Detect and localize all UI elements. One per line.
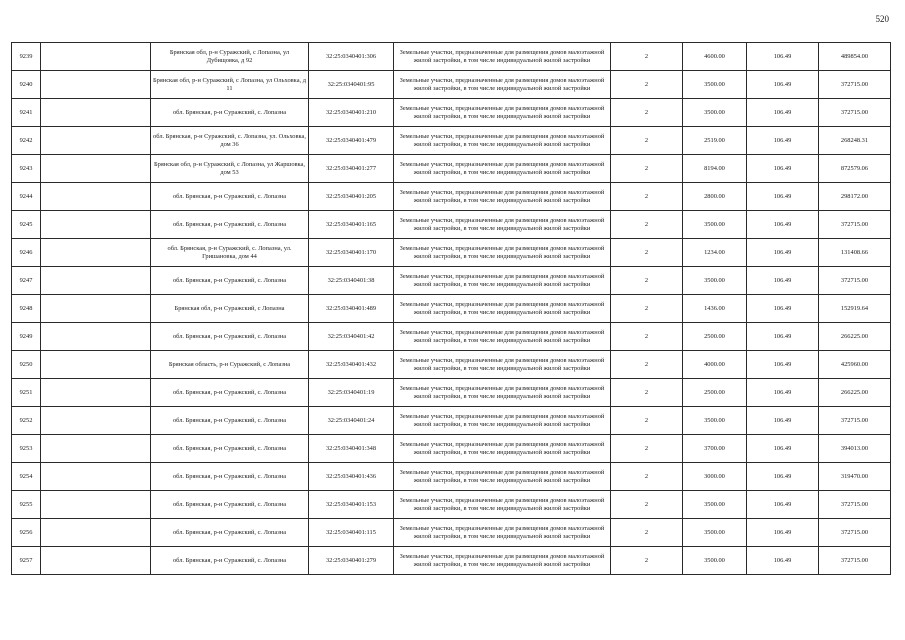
land-use-cell: Земельные участки, предназначенные для размещения домов малоэтажной жилой застройки, в том числе индивидуальной жилой застройки — [394, 519, 611, 547]
spacer-cell — [41, 71, 151, 99]
specific-value-cell: 106.49 — [747, 239, 819, 267]
specific-value-cell: 106.49 — [747, 71, 819, 99]
address-cell: обл. Брянская, р-н Суражский, с. Лопазна — [151, 547, 309, 575]
cadastral-value-cell: 489854.00 — [819, 43, 891, 71]
row-number-cell: 9253 — [12, 435, 41, 463]
spacer-cell — [41, 323, 151, 351]
cadastral-number-cell: 32:25:0340401:165 — [309, 211, 394, 239]
address-cell: обл. Брянская, р-н Суражский, с. Лопазна — [151, 211, 309, 239]
row-number-cell: 9244 — [12, 183, 41, 211]
category-code-cell: 2 — [611, 519, 683, 547]
spacer-cell — [41, 211, 151, 239]
specific-value-cell: 106.49 — [747, 43, 819, 71]
category-code-cell: 2 — [611, 435, 683, 463]
land-use-cell: Земельные участки, предназначенные для размещения домов малоэтажной жилой застройки, в том числе индивидуальной жилой застройки — [394, 127, 611, 155]
row-number-cell: 9239 — [12, 43, 41, 71]
area-cell: 2500.00 — [683, 379, 747, 407]
row-number-cell: 9255 — [12, 491, 41, 519]
address-cell: обл. Брянская, р-н Суражский, с. Лопазна — [151, 491, 309, 519]
specific-value-cell: 106.49 — [747, 547, 819, 575]
cadastral-value-cell: 298172.00 — [819, 183, 891, 211]
cadastral-number-cell: 32:25:0340401:42 — [309, 323, 394, 351]
area-cell: 3000.00 — [683, 463, 747, 491]
cadastral-number-cell: 32:25:0340401:489 — [309, 295, 394, 323]
cadastral-number-cell: 32:25:0340401:153 — [309, 491, 394, 519]
table-row — [12, 239, 891, 267]
spacer-cell — [41, 183, 151, 211]
table-row — [12, 43, 891, 71]
category-code-cell: 2 — [611, 407, 683, 435]
specific-value-cell: 106.49 — [747, 351, 819, 379]
address-cell: обл. Брянская, р-н Суражский, с. Лопазна — [151, 407, 309, 435]
category-code-cell: 2 — [611, 295, 683, 323]
cadastral-value-cell: 872579.06 — [819, 155, 891, 183]
area-cell: 8194.00 — [683, 155, 747, 183]
spacer-cell — [41, 547, 151, 575]
table-row — [12, 295, 891, 323]
category-code-cell: 2 — [611, 239, 683, 267]
cadastral-value-cell: 131408.66 — [819, 239, 891, 267]
specific-value-cell: 106.49 — [747, 267, 819, 295]
specific-value-cell: 106.49 — [747, 379, 819, 407]
row-number-cell: 9250 — [12, 351, 41, 379]
cadastral-value-cell: 268248.31 — [819, 127, 891, 155]
table-row — [12, 183, 891, 211]
table-row — [12, 267, 891, 295]
area-cell: 2519.00 — [683, 127, 747, 155]
address-cell: Брянская обл, р-н Суражский, с Лопазна, ул Дубищовка, д 92 — [151, 43, 309, 71]
land-use-cell: Земельные участки, предназначенные для размещения домов малоэтажной жилой застройки, в том числе индивидуальной жилой застройки — [394, 211, 611, 239]
category-code-cell: 2 — [611, 267, 683, 295]
cadastral-value-cell: 394013.00 — [819, 435, 891, 463]
area-cell: 2500.00 — [683, 323, 747, 351]
cadastral-value-cell: 266225.00 — [819, 323, 891, 351]
area-cell: 4000.00 — [683, 351, 747, 379]
category-code-cell: 2 — [611, 127, 683, 155]
row-number-cell: 9257 — [12, 547, 41, 575]
category-code-cell: 2 — [611, 463, 683, 491]
cadastral-value-cell: 372715.00 — [819, 407, 891, 435]
row-number-cell: 9249 — [12, 323, 41, 351]
cadastral-number-cell: 32:25:0340401:306 — [309, 43, 394, 71]
row-number-cell: 9247 — [12, 267, 41, 295]
category-code-cell: 2 — [611, 99, 683, 127]
address-cell: обл. Брянская, р-н Суражский, с. Лопазна — [151, 379, 309, 407]
address-cell: Брянская обл, р-н Суражский, с Лопазна, ул Жаршовка, дом 53 — [151, 155, 309, 183]
area-cell: 3500.00 — [683, 71, 747, 99]
address-cell: обл. Брянская, р-н Суражский, с. Лопазна — [151, 99, 309, 127]
address-cell: Брянская обл, р-н Суражский, с Лопазна, ул Ольховка, д 11 — [151, 71, 309, 99]
cadastral-number-cell: 32:25:0340401:205 — [309, 183, 394, 211]
table-row — [12, 379, 891, 407]
table-row — [12, 351, 891, 379]
land-use-cell: Земельные участки, предназначенные для размещения домов малоэтажной жилой застройки, в том числе индивидуальной жилой застройки — [394, 295, 611, 323]
spacer-cell — [41, 379, 151, 407]
area-cell: 3500.00 — [683, 407, 747, 435]
category-code-cell: 2 — [611, 379, 683, 407]
category-code-cell: 2 — [611, 211, 683, 239]
category-code-cell: 2 — [611, 491, 683, 519]
address-cell: обл. Брянская, р-н Суражский, с. Лопазна — [151, 519, 309, 547]
spacer-cell — [41, 99, 151, 127]
spacer-cell — [41, 435, 151, 463]
row-number-cell: 9240 — [12, 71, 41, 99]
cadastral-number-cell: 32:25:0340401:19 — [309, 379, 394, 407]
table-row — [12, 155, 891, 183]
spacer-cell — [41, 127, 151, 155]
cadastral-number-cell: 32:25:0340401:479 — [309, 127, 394, 155]
category-code-cell: 2 — [611, 43, 683, 71]
specific-value-cell: 106.49 — [747, 463, 819, 491]
table-row — [12, 211, 891, 239]
table-row — [12, 547, 891, 575]
address-cell: обл. Брянская, р-н Суражский, с. Лопазна — [151, 183, 309, 211]
row-number-cell: 9242 — [12, 127, 41, 155]
table-row — [12, 463, 891, 491]
cadastral-value-cell: 425960.00 — [819, 351, 891, 379]
table-row — [12, 519, 891, 547]
address-cell: обл. Брянская, р-н Суражский, с. Лопазна — [151, 435, 309, 463]
row-number-cell: 9256 — [12, 519, 41, 547]
land-use-cell: Земельные участки, предназначенные для размещения домов малоэтажной жилой застройки, в том числе индивидуальной жилой застройки — [394, 239, 611, 267]
cadastral-value-cell: 319470.00 — [819, 463, 891, 491]
land-use-cell: Земельные участки, предназначенные для размещения домов малоэтажной жилой застройки, в том числе индивидуальной жилой застройки — [394, 99, 611, 127]
land-use-cell: Земельные участки, предназначенные для размещения домов малоэтажной жилой застройки, в том числе индивидуальной жилой застройки — [394, 435, 611, 463]
land-use-cell: Земельные участки, предназначенные для размещения домов малоэтажной жилой застройки, в том числе индивидуальной жилой застройки — [394, 491, 611, 519]
land-registry-table — [11, 42, 891, 575]
area-cell: 1234.00 — [683, 239, 747, 267]
specific-value-cell: 106.49 — [747, 295, 819, 323]
area-cell: 1436.00 — [683, 295, 747, 323]
specific-value-cell: 106.49 — [747, 323, 819, 351]
row-number-cell: 9254 — [12, 463, 41, 491]
cadastral-number-cell: 32:25:0340401:348 — [309, 435, 394, 463]
land-use-cell: Земельные участки, предназначенные для размещения домов малоэтажной жилой застройки, в том числе индивидуальной жилой застройки — [394, 379, 611, 407]
specific-value-cell: 106.49 — [747, 211, 819, 239]
category-code-cell: 2 — [611, 155, 683, 183]
land-use-cell: Земельные участки, предназначенные для размещения домов малоэтажной жилой застройки, в том числе индивидуальной жилой застройки — [394, 407, 611, 435]
row-number-cell: 9248 — [12, 295, 41, 323]
table-row — [12, 407, 891, 435]
cadastral-number-cell: 32:25:0340401:170 — [309, 239, 394, 267]
cadastral-number-cell: 32:25:0340401:279 — [309, 547, 394, 575]
land-use-cell: Земельные участки, предназначенные для размещения домов малоэтажной жилой застройки, в том числе индивидуальной жилой застройки — [394, 323, 611, 351]
table-row — [12, 99, 891, 127]
row-number-cell: 9243 — [12, 155, 41, 183]
cadastral-number-cell: 32:25:0340401:277 — [309, 155, 394, 183]
area-cell: 3500.00 — [683, 99, 747, 127]
table-row — [12, 435, 891, 463]
table-row — [12, 323, 891, 351]
table-body — [12, 43, 891, 575]
cadastral-value-cell: 372715.00 — [819, 211, 891, 239]
cadastral-number-cell: 32:25:0340401:24 — [309, 407, 394, 435]
cadastral-value-cell: 372715.00 — [819, 547, 891, 575]
spacer-cell — [41, 491, 151, 519]
spacer-cell — [41, 155, 151, 183]
specific-value-cell: 106.49 — [747, 127, 819, 155]
specific-value-cell: 106.49 — [747, 435, 819, 463]
row-number-cell: 9245 — [12, 211, 41, 239]
land-use-cell: Земельные участки, предназначенные для размещения домов малоэтажной жилой застройки, в том числе индивидуальной жилой застройки — [394, 547, 611, 575]
table-row — [12, 71, 891, 99]
cadastral-value-cell: 372715.00 — [819, 99, 891, 127]
cadastral-number-cell: 32:25:0340401:95 — [309, 71, 394, 99]
area-cell: 3500.00 — [683, 491, 747, 519]
specific-value-cell: 106.49 — [747, 183, 819, 211]
address-cell: обл. Брянская, р-н Суражский, с. Лопазна — [151, 267, 309, 295]
cadastral-number-cell: 32:25:0340401:38 — [309, 267, 394, 295]
category-code-cell: 2 — [611, 323, 683, 351]
table-row — [12, 491, 891, 519]
row-number-cell: 9246 — [12, 239, 41, 267]
spacer-cell — [41, 267, 151, 295]
cadastral-number-cell: 32:25:0340401:115 — [309, 519, 394, 547]
cadastral-value-cell: 372715.00 — [819, 491, 891, 519]
address-cell: Брянская область, р-н Суражский, с Лопазна — [151, 351, 309, 379]
spacer-cell — [41, 43, 151, 71]
address-cell: Брянская обл, р-н Суражский, с Лопазна — [151, 295, 309, 323]
land-use-cell: Земельные участки, предназначенные для размещения домов малоэтажной жилой застройки, в том числе индивидуальной жилой застройки — [394, 71, 611, 99]
cadastral-value-cell: 152919.64 — [819, 295, 891, 323]
area-cell: 3500.00 — [683, 547, 747, 575]
specific-value-cell: 106.49 — [747, 491, 819, 519]
category-code-cell: 2 — [611, 71, 683, 99]
row-number-cell: 9251 — [12, 379, 41, 407]
row-number-cell: 9241 — [12, 99, 41, 127]
spacer-cell — [41, 463, 151, 491]
cadastral-value-cell: 266225.00 — [819, 379, 891, 407]
land-use-cell: Земельные участки, предназначенные для размещения домов малоэтажной жилой застройки, в том числе индивидуальной жилой застройки — [394, 267, 611, 295]
address-cell: обл. Брянская, р-н Суражский, с. Лопазна, ул. Гришановка, дом 44 — [151, 239, 309, 267]
cadastral-value-cell: 372715.00 — [819, 71, 891, 99]
category-code-cell: 2 — [611, 547, 683, 575]
land-use-cell: Земельные участки, предназначенные для размещения домов малоэтажной жилой застройки, в том числе индивидуальной жилой застройки — [394, 183, 611, 211]
table-row — [12, 127, 891, 155]
cadastral-number-cell: 32:25:0340401:210 — [309, 99, 394, 127]
spacer-cell — [41, 407, 151, 435]
specific-value-cell: 106.49 — [747, 155, 819, 183]
cadastral-number-cell: 32:25:0340401:432 — [309, 351, 394, 379]
spacer-cell — [41, 519, 151, 547]
cadastral-number-cell: 32:25:0340401:436 — [309, 463, 394, 491]
category-code-cell: 2 — [611, 183, 683, 211]
area-cell: 3500.00 — [683, 211, 747, 239]
area-cell: 4600.00 — [683, 43, 747, 71]
area-cell: 3700.00 — [683, 435, 747, 463]
specific-value-cell: 106.49 — [747, 99, 819, 127]
land-use-cell: Земельные участки, предназначенные для размещения домов малоэтажной жилой застройки, в том числе индивидуальной жилой застройки — [394, 155, 611, 183]
spacer-cell — [41, 351, 151, 379]
land-use-cell: Земельные участки, предназначенные для размещения домов малоэтажной жилой застройки, в том числе индивидуальной жилой застройки — [394, 43, 611, 71]
address-cell: обл. Брянская, р-н Суражский, с. Лопазна — [151, 323, 309, 351]
address-cell: обл. Брянская, р-н Суражский, с. Лопазна, ул. Ольховка, дом 36 — [151, 127, 309, 155]
area-cell: 3500.00 — [683, 267, 747, 295]
address-cell: обл. Брянская, р-н Суражский, с. Лопазна — [151, 463, 309, 491]
row-number-cell: 9252 — [12, 407, 41, 435]
land-use-cell: Земельные участки, предназначенные для размещения домов малоэтажной жилой застройки, в том числе индивидуальной жилой застройки — [394, 463, 611, 491]
area-cell: 2800.00 — [683, 183, 747, 211]
spacer-cell — [41, 239, 151, 267]
specific-value-cell: 106.49 — [747, 407, 819, 435]
area-cell: 3500.00 — [683, 519, 747, 547]
page-number: 520 — [875, 14, 889, 24]
cadastral-value-cell: 372715.00 — [819, 519, 891, 547]
spacer-cell — [41, 295, 151, 323]
cadastral-value-cell: 372715.00 — [819, 267, 891, 295]
category-code-cell: 2 — [611, 351, 683, 379]
land-use-cell: Земельные участки, предназначенные для размещения домов малоэтажной жилой застройки, в том числе индивидуальной жилой застройки — [394, 351, 611, 379]
specific-value-cell: 106.49 — [747, 519, 819, 547]
